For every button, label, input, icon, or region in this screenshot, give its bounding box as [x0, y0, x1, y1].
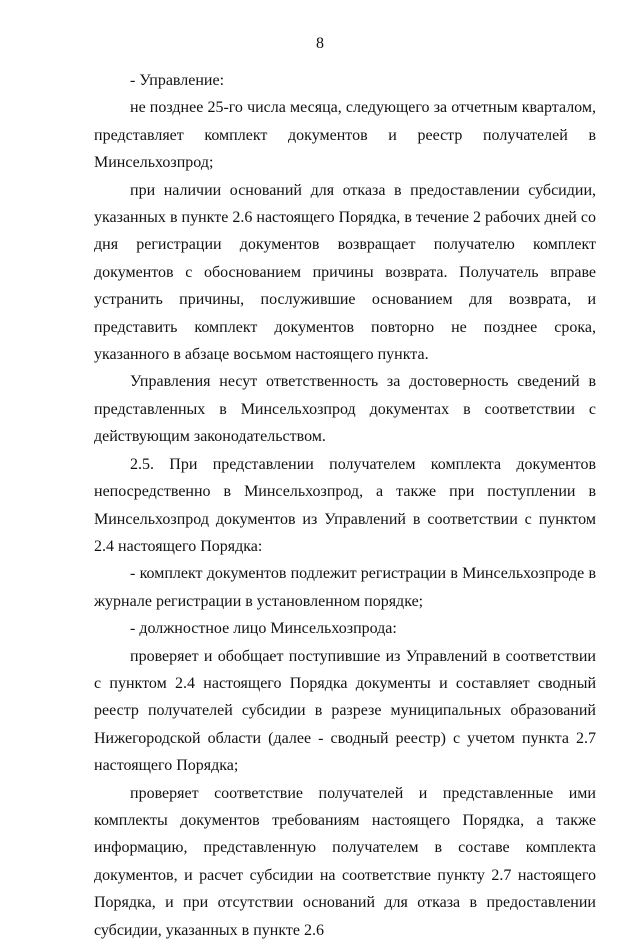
document-body [94, 67, 596, 944]
paragraph-deadline: не позднее 25-го числа месяца, следующего за отчетным кварталом, представляет комплект документов и реестр получателей в Минсельхозпрод; [94, 99, 596, 172]
paragraph-compliance-check: проверяет соответствие получателей и представленные ими комплекты документов требованиям настоящего Порядка, а также информацию, представленную получателем в составе комплекта документов, и расчет субсидии на соответствие пункту 2.7 настоящего Порядка, и при отсутствии оснований для отказа в предоставлении субсидии, указанных в пункте 2.6 [94, 784, 596, 939]
paragraph-official: - должностное лицо Минсельхозпрода: [130, 620, 397, 638]
paragraph-section-2-5: 2.5. При представлении получателем комплекта документов непосредственно в Минсельхозпрод, а также при поступлении в Минсельхозпрод документов из Управлений в соответствии с пунктом 2.4 настоящего Порядка: [94, 455, 596, 555]
paragraph-refusal-grounds: при наличии оснований для отказа в предоставлении субсидии, указанных в пункте 2.6 настоящего Порядка, в течение 2 рабочих дней со дня регистрации документов возвращает получателю комплект документов с обоснованием причины возврата. Получатель вправе устранить причины, послужившие основанием для возврата, и представить комплект документов повторно не позднее срока, указанного в абзаце восьмом настоящего пункта. [94, 181, 596, 364]
paragraph-consolidated-registry: проверяет и обобщает поступившие из Управлений в соответствии с пунктом 2.4 настоящего Порядка документы и составляет сводный реестр получателей субсидии в разрезе муниципальных образований Нижегородской области (далее - сводный реестр) с учетом пункта 2.7 настоящего Порядка; [94, 647, 596, 775]
paragraph-registration: - комплект документов подлежит регистрации в Минсельхозпроде в журнале регистрации в установленном порядке; [94, 565, 596, 610]
page-number: 8 [316, 35, 324, 52]
paragraph-management-header: - Управление: [130, 72, 225, 89]
paragraph-responsibility: Управления несут ответственность за достоверность сведений в представленных в Минсельхозпрод документах в соответствии с действующим законодательством. [94, 373, 596, 446]
